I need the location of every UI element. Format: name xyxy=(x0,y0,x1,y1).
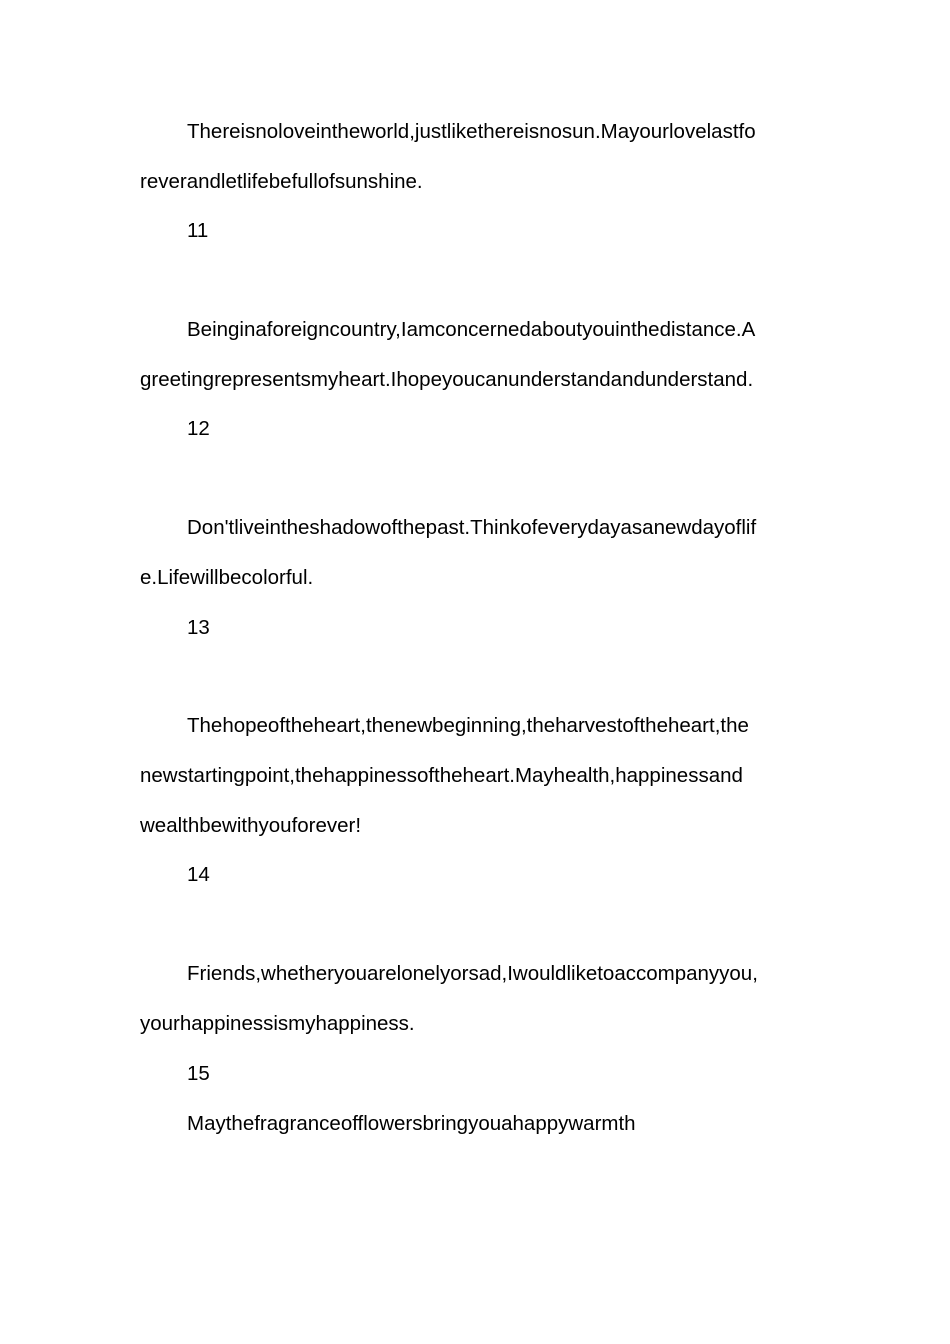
paragraph-1-line-2: reverandletlifebefullofsunshine. xyxy=(140,170,423,193)
paragraph-2-line-2: greetingrepresentsmyheart.Ihopeyoucanunderstandandunderstand. xyxy=(140,368,754,391)
paragraph-6-line-1: Maythefragranceofflowersbringyouahappywarmth xyxy=(187,1112,636,1135)
paragraph-4-line-2: newstartingpoint,thehappinessoftheheart.Mayhealth,happinessand xyxy=(140,764,743,787)
paragraph-number-12: 12 xyxy=(187,417,210,440)
paragraph-number-13: 13 xyxy=(187,616,210,639)
paragraph-3-line-2: e.Lifewillbecolorful. xyxy=(140,566,314,589)
paragraph-number-14: 14 xyxy=(187,863,210,886)
paragraph-1-line-1: Thereisnoloveintheworld,justlikethereisnosun.Mayourlovelastfo xyxy=(187,120,756,143)
paragraph-number-11: 11 xyxy=(187,219,209,242)
paragraph-5-line-1: Friends,whetheryouarelonelyorsad,Iwouldliketoaccompanyyou, xyxy=(187,962,758,985)
paragraph-5-line-2: yourhappinessismyhappiness. xyxy=(140,1012,415,1035)
paragraph-number-15: 15 xyxy=(187,1062,210,1085)
paragraph-4-line-1: Thehopeoftheheart,thenewbeginning,theharvestoftheheart,the xyxy=(187,714,749,737)
paragraph-2-line-1: Beinginaforeigncountry,Iamconcernedaboutyouinthedistance.A xyxy=(187,318,756,341)
paragraph-4-line-3: wealthbewithyouforever! xyxy=(140,814,362,837)
paragraph-3-line-1: Don'tliveintheshadowofthepast.Thinkofeverydayasanewdayoflif xyxy=(187,516,757,539)
